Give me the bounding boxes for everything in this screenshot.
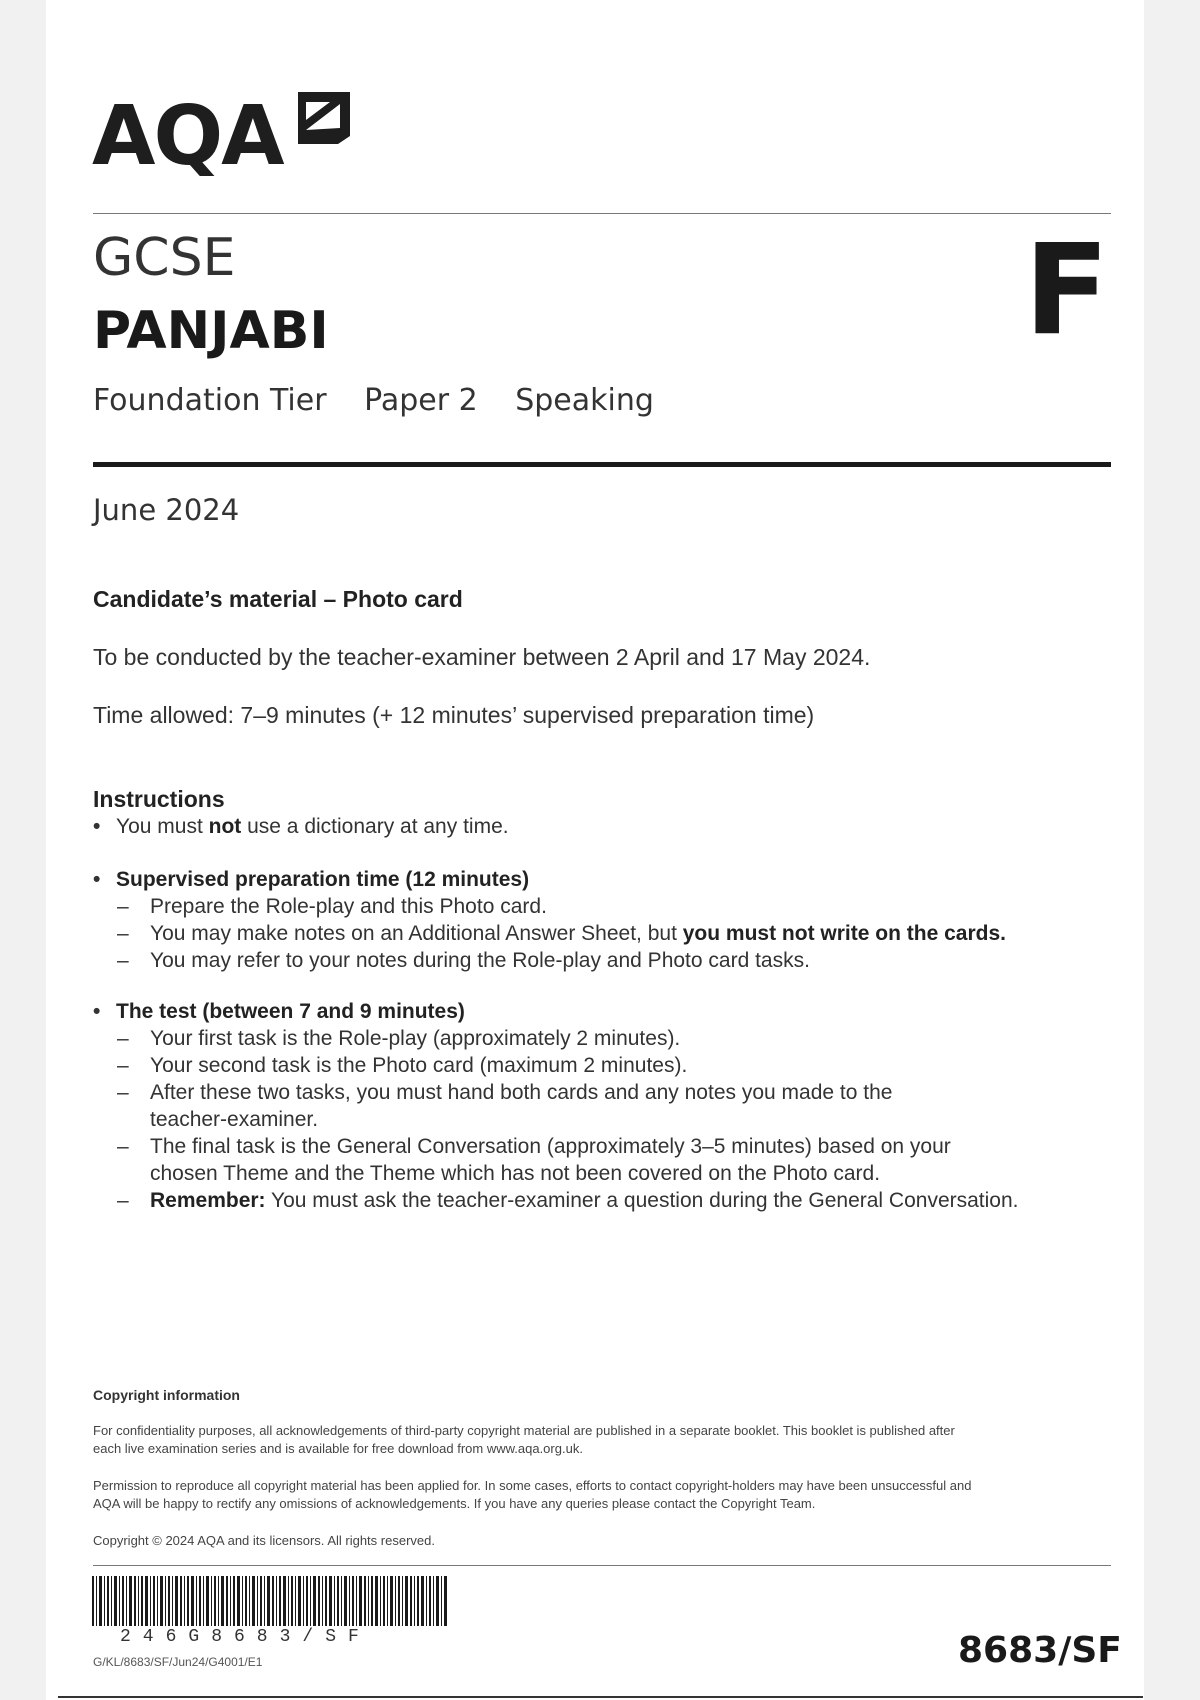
paper-details [93, 383, 682, 418]
tier-letter: F [1024, 218, 1110, 363]
page-margin-left [0, 0, 46, 1700]
aqa-logo-mark-icon [296, 90, 352, 146]
list-item: – You may make notes on an Additional Answer Sheet, but you must not write on the cards. [117, 922, 1006, 945]
list-item: – Remember: You must ask the teacher-examiner a question during the General Conversation. [117, 1189, 1019, 1212]
instructions-heading: Instructions [93, 786, 225, 812]
copyright-paragraph: Permission to reproduce all copyright material has been applied for. In some cases, efforts to contact copyright-holders may have been unsuccessful and AQA will be happy to rectify any omissions of acknowledgements. If you have any queries please contact the Copyright Team. [93, 1478, 972, 1511]
copyright-heading: Copyright information [93, 1387, 240, 1403]
time-allowed-text: Time allowed: 7–9 minutes (+ 12 minutes’ supervised preparation time) [93, 702, 815, 728]
title-divider [93, 462, 1111, 467]
list-item: – Prepare the Role-play and this Photo card. [117, 895, 547, 918]
instruction-bullet-test: • The test (between 7 and 9 minutes) [93, 1000, 465, 1023]
list-item: – After these two tasks, you must hand both cards and any notes you made to the [117, 1081, 893, 1104]
copyright-paragraph: For confidentiality purposes, all acknowledgements of third-party copyright material are published in a separate booklet. This booklet is published after each live examination series and is available for free download from www.aqa.org.uk. [93, 1423, 955, 1456]
header-divider [93, 213, 1111, 214]
tier-label: Foundation Tier [93, 383, 327, 418]
instruction-bullet-preparation: • Supervised preparation time (12 minutes) [93, 868, 530, 891]
material-heading: Candidate’s material – Photo card [93, 586, 463, 612]
list-item: – Your first task is the Role-play (approximately 2 minutes). [117, 1027, 681, 1050]
conducted-text: To be conducted by the teacher-examiner between 2 April and 17 May 2024. [93, 644, 871, 670]
page-margin-right [1144, 0, 1200, 1700]
subject-title: PANJABI [93, 301, 329, 361]
paper-label: Paper 2 [364, 383, 478, 418]
aqa-logo-text: AQA [92, 89, 283, 184]
paper-code: 8683/SF [958, 1630, 1122, 1671]
instruction-bullet-dictionary: • You must not use a dictionary at any time. [93, 815, 509, 838]
list-item: – Your second task is the Photo card (maximum 2 minutes). [117, 1054, 688, 1077]
barcode-icon [92, 1576, 448, 1626]
page-bottom-edge [58, 1696, 1143, 1698]
component-label: Speaking [515, 383, 654, 418]
copyright-notice: Copyright © 2024 AQA and its licensors. All rights reserved. [93, 1533, 435, 1548]
list-item-continuation: chosen Theme and the Theme which has not been covered on the Photo card. [150, 1162, 881, 1185]
list-item: – You may refer to your notes during the Role-play and Photo card tasks. [117, 949, 810, 972]
barcode-digits: 246G8683/SF [120, 1627, 371, 1647]
exam-date: June 2024 [93, 493, 240, 527]
list-item: – The final task is the General Conversation (approximately 3–5 minutes) based on your [117, 1135, 951, 1158]
list-item-continuation: teacher-examiner. [150, 1108, 319, 1131]
document-reference: G/KL/8683/SF/Jun24/G4001/E1 [93, 1655, 263, 1669]
footer-divider [93, 1565, 1111, 1566]
qualification-title: GCSE [93, 228, 236, 288]
